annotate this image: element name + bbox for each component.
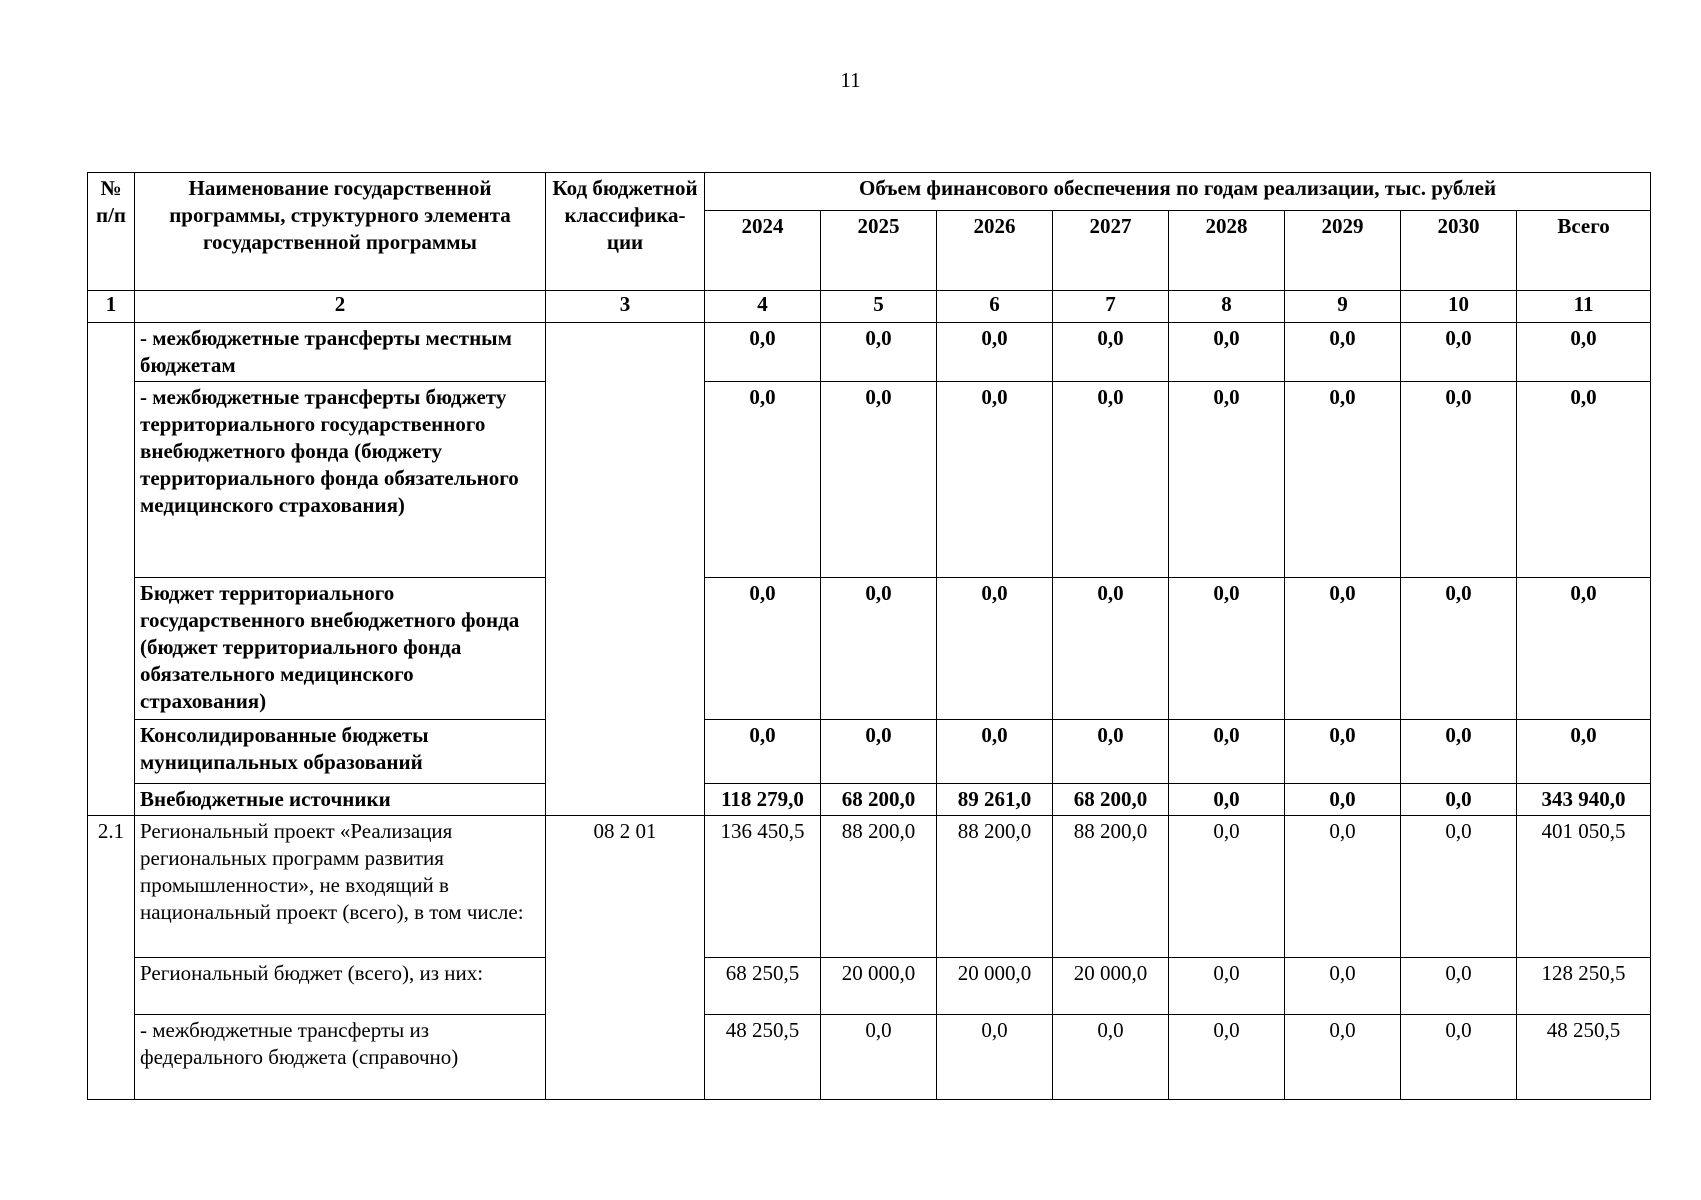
column-number: 9: [1285, 291, 1401, 323]
total-cell: 343 940,0: [1517, 784, 1651, 816]
value-cell: 0,0: [1285, 720, 1401, 784]
value-cell: 0,0: [1401, 578, 1517, 720]
value-cell: 0,0: [705, 578, 821, 720]
total-cell: 401 050,5: [1517, 816, 1651, 958]
table-row: [88, 382, 1651, 578]
value-cell: 0,0: [1053, 720, 1169, 784]
value-cell: 0,0: [1169, 958, 1285, 1015]
header-year: 2028: [1169, 211, 1285, 291]
value-cell: 0,0: [1285, 323, 1401, 382]
value-cell: 68 200,0: [821, 784, 937, 816]
column-number: 3: [546, 291, 705, 323]
table-row: [88, 958, 1651, 1015]
value-cell: 0,0: [821, 323, 937, 382]
column-number: 7: [1053, 291, 1169, 323]
header-year: 2030: [1401, 211, 1517, 291]
value-cell: 0,0: [1285, 958, 1401, 1015]
value-cell: 0,0: [1053, 578, 1169, 720]
value-cell: 0,0: [821, 720, 937, 784]
value-cell: 68 250,5: [705, 958, 821, 1015]
header-no: № п/п: [88, 173, 135, 291]
column-number: 2: [135, 291, 546, 323]
value-cell: 88 200,0: [937, 816, 1053, 958]
value-cell: 0,0: [705, 382, 821, 578]
header-year: 2025: [821, 211, 937, 291]
table-row: [88, 720, 1651, 784]
row-name: - межбюджетные трансферты из федерального бюджета (справочно): [135, 1015, 546, 1100]
table-row: [88, 578, 1651, 720]
value-cell: 68 200,0: [1053, 784, 1169, 816]
budget-table: [87, 172, 1651, 1100]
row-name: Региональный проект «Реализация региональных программ развития промышленности», не входящий в национальный проект (всего), в том числе:: [135, 816, 546, 958]
value-cell: 0,0: [1401, 382, 1517, 578]
row-name: Бюджет территориального государственного внебюджетного фонда (бюджет территориального фонда обязательного медицинского страхования): [135, 578, 546, 720]
header-year: 2029: [1285, 211, 1401, 291]
header-year: 2027: [1053, 211, 1169, 291]
total-cell: 128 250,5: [1517, 958, 1651, 1015]
value-cell: 20 000,0: [821, 958, 937, 1015]
value-cell: 0,0: [1169, 784, 1285, 816]
value-cell: 0,0: [937, 720, 1053, 784]
value-cell: 20 000,0: [1053, 958, 1169, 1015]
value-cell: 0,0: [705, 720, 821, 784]
value-cell: 89 261,0: [937, 784, 1053, 816]
value-cell: 88 200,0: [821, 816, 937, 958]
value-cell: 0,0: [1401, 958, 1517, 1015]
header-year: 2024: [705, 211, 821, 291]
value-cell: 0,0: [1285, 382, 1401, 578]
row-name: Региональный бюджет (всего), из них:: [135, 958, 546, 1015]
value-cell: 0,0: [705, 323, 821, 382]
budget-code-cell: 08 2 01: [546, 816, 705, 1100]
header-code: Код бюджетной классифика-ции: [546, 173, 705, 291]
column-number: 4: [705, 291, 821, 323]
value-cell: 0,0: [1401, 784, 1517, 816]
column-number: 10: [1401, 291, 1517, 323]
column-number: 11: [1517, 291, 1651, 323]
table-row: [88, 1015, 1651, 1100]
column-number: 6: [937, 291, 1053, 323]
row-name: - межбюджетные трансферты местным бюджетам: [135, 323, 546, 382]
value-cell: 0,0: [1401, 720, 1517, 784]
value-cell: 0,0: [1053, 323, 1169, 382]
column-number: 8: [1169, 291, 1285, 323]
value-cell: 0,0: [1285, 816, 1401, 958]
value-cell: 0,0: [937, 578, 1053, 720]
value-cell: 0,0: [937, 323, 1053, 382]
value-cell: 0,0: [1053, 1015, 1169, 1100]
table-row: [88, 323, 1651, 382]
value-cell: 0,0: [1169, 816, 1285, 958]
value-cell: 118 279,0: [705, 784, 821, 816]
row-name: Внебюджетные источники: [135, 784, 546, 816]
budget-code-cell: [546, 323, 705, 816]
value-cell: 0,0: [821, 578, 937, 720]
column-number-row: [88, 291, 1651, 323]
page-number: 11: [840, 68, 861, 92]
total-cell: 0,0: [1517, 720, 1651, 784]
value-cell: 0,0: [1285, 578, 1401, 720]
value-cell: 88 200,0: [1053, 816, 1169, 958]
column-number: 5: [821, 291, 937, 323]
value-cell: 0,0: [1169, 1015, 1285, 1100]
table-row: [88, 816, 1651, 958]
value-cell: 0,0: [1401, 1015, 1517, 1100]
value-cell: 0,0: [1169, 720, 1285, 784]
total-cell: 0,0: [1517, 323, 1651, 382]
value-cell: 20 000,0: [937, 958, 1053, 1015]
value-cell: 48 250,5: [705, 1015, 821, 1100]
value-cell: 0,0: [1401, 323, 1517, 382]
header-name: Наименование государственной программы, структурного элемента государственной программы: [135, 173, 546, 291]
value-cell: 0,0: [821, 1015, 937, 1100]
header-total: Всего: [1517, 211, 1651, 291]
value-cell: 0,0: [1053, 382, 1169, 578]
value-cell: 0,0: [1169, 382, 1285, 578]
row-number-cell: 2.1: [88, 816, 135, 1100]
value-cell: 0,0: [1169, 323, 1285, 382]
value-cell: 0,0: [821, 382, 937, 578]
value-cell: 0,0: [1169, 578, 1285, 720]
value-cell: 0,0: [937, 382, 1053, 578]
column-number: 1: [88, 291, 135, 323]
row-name: Консолидированные бюджеты муниципальных образований: [135, 720, 546, 784]
value-cell: 0,0: [1285, 1015, 1401, 1100]
table-row: [88, 784, 1651, 816]
row-name: - межбюджетные трансферты бюджету территориального государственного внебюджетного фонда (бюджету территориального фонда обязательного медицинского страхования): [135, 382, 546, 578]
value-cell: 0,0: [1285, 784, 1401, 816]
value-cell: 0,0: [937, 1015, 1053, 1100]
total-cell: 0,0: [1517, 382, 1651, 578]
total-cell: 48 250,5: [1517, 1015, 1651, 1100]
row-number-cell: [88, 323, 135, 816]
header-volume: Объем финансового обеспечения по годам реализации, тыс. рублей: [705, 173, 1651, 211]
header-year: 2026: [937, 211, 1053, 291]
value-cell: 136 450,5: [705, 816, 821, 958]
value-cell: 0,0: [1401, 816, 1517, 958]
total-cell: 0,0: [1517, 578, 1651, 720]
